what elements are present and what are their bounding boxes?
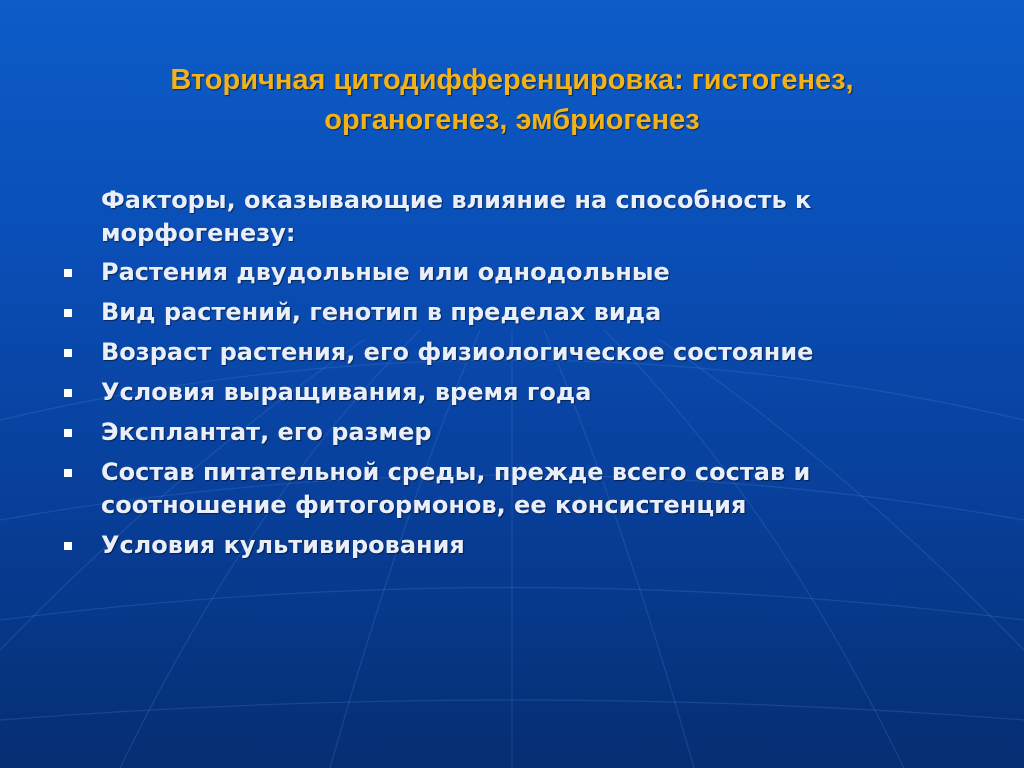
list-item <box>56 416 976 449</box>
intro-text: Факторы, оказывающие влияние на способность к морфогенезу: <box>101 186 812 247</box>
slide-body <box>56 184 976 569</box>
square-bullet-icon <box>64 542 72 550</box>
list-item-text: Условия культивирования <box>101 531 465 559</box>
list-item-text: Условия выращивания, время года <box>101 378 592 406</box>
list-item <box>56 456 976 522</box>
title-line-1: Вторичная цитодифференцировка: гистогенез, <box>170 64 854 96</box>
square-bullet-icon <box>64 429 72 437</box>
square-bullet-icon <box>64 389 72 397</box>
list-item <box>56 336 976 369</box>
square-bullet-icon <box>64 269 72 277</box>
list-item <box>56 296 976 329</box>
list-item <box>56 256 976 289</box>
square-bullet-icon <box>64 349 72 357</box>
square-bullet-icon <box>64 309 72 317</box>
list-item-text: Эксплантат, его размер <box>101 418 432 446</box>
list-item-text: Возраст растения, его физиологическое состояние <box>101 338 814 366</box>
list-item-text: Состав питательной среды, прежде всего состав и соотношение фитогормонов, ее консистенция <box>101 458 811 519</box>
square-bullet-icon <box>64 469 72 477</box>
title-line-2: органогенез, эмбриогенез <box>324 104 700 136</box>
list-item-text: Растения двудольные или однодольные <box>101 258 670 286</box>
slide-title <box>60 60 964 140</box>
list-item <box>56 529 976 562</box>
factors-list <box>56 256 976 562</box>
list-item <box>56 376 976 409</box>
list-item-text: Вид растений, генотип в пределах вида <box>101 298 662 326</box>
